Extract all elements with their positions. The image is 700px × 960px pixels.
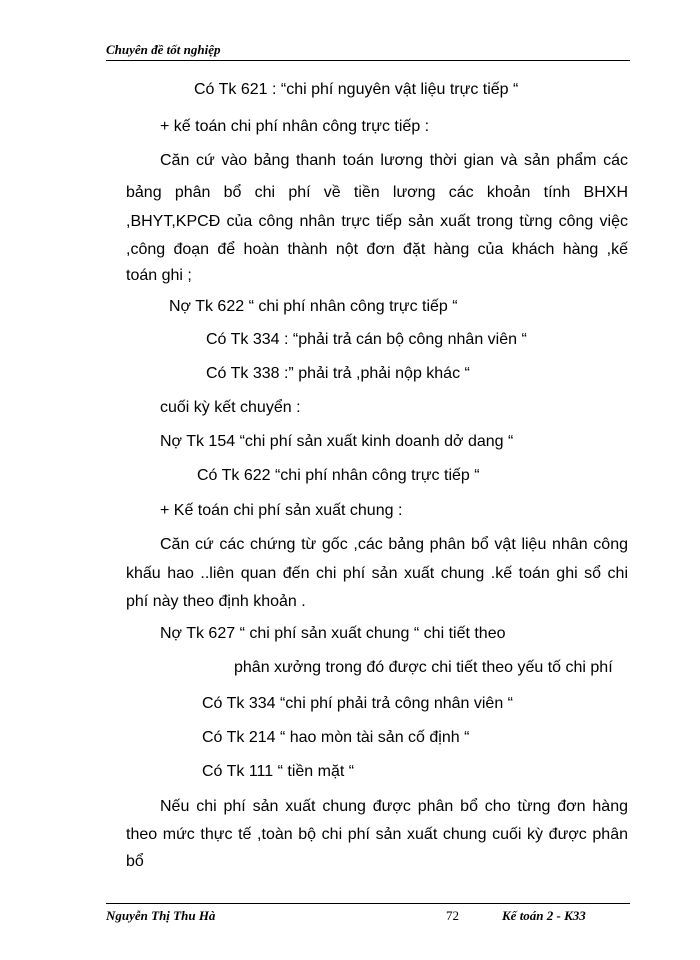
text-line: Có Tk 338 :” phải trả ,phải nộp khác “ — [206, 365, 470, 382]
page-header — [106, 40, 630, 61]
text-line: cuối kỳ kết chuyển : — [160, 399, 301, 416]
text-line: Có Tk 214 “ hao mòn tài sản cố định “ — [202, 729, 470, 746]
text-line: khấu hao ..liên quan đến chi phí sản xuất chung .kế toán ghi sổ chi — [126, 565, 628, 582]
text-line: + Kế toán chi phí sản xuất chung : — [160, 502, 403, 519]
text-line: Căn cứ các chứng từ gốc ,các bảng phân bổ vật liệu nhân công — [160, 536, 628, 553]
text-line: + kế toán chi phí nhân công trực tiếp : — [160, 118, 430, 135]
text-line: Có Tk 111 “ tiền mặt “ — [202, 763, 355, 780]
text-line: theo mức thực tế ,toàn bộ chi phí sản xuất chung cuối kỳ được phân — [126, 826, 628, 843]
text-line: ,BHYT,KPCĐ của công nhân trực tiếp sản xuất trong từng công việc — [126, 213, 628, 230]
text-line: Có Tk 622 “chi phí nhân công trực tiếp “ — [197, 467, 480, 484]
footer-author: Nguyễn Thị Thu Hà — [106, 908, 216, 923]
text-line: bảng phân bổ chi phí về tiền lương các khoản tính BHXH — [126, 184, 628, 201]
page-number: 72 — [446, 908, 459, 923]
page-footer — [106, 903, 630, 926]
text-line: toán ghi ; — [126, 267, 192, 284]
text-line: Nợ Tk 154 “chi phí sản xuất kinh doanh dở dang “ — [160, 433, 514, 450]
text-line: Có Tk 334 : “phải trả cán bộ công nhân viên “ — [206, 331, 527, 348]
footer-class: Kế toán 2 - K33 — [502, 908, 586, 923]
text-line: bổ — [126, 853, 144, 870]
header-title: Chuyên đề tốt nghiệp — [106, 42, 221, 57]
text-line: phân xưởng trong đó được chi tiết theo yếu tố chi phí — [234, 659, 613, 676]
text-line: Có Tk 334 “chi phí phải trả công nhân viên “ — [202, 695, 513, 712]
text-line: Nợ Tk 622 “ chi phí nhân công trực tiếp “ — [169, 298, 458, 315]
text-line: Căn cứ vào bảng thanh toán lương thời gian và sản phẩm các — [160, 152, 628, 169]
text-line: ,công đoạn để hoàn thành nột đơn đặt hàng của khách hàng ,kế — [126, 241, 628, 258]
text-line: Nếu chi phí sản xuất chung được phân bổ cho từng đơn hàng — [160, 798, 628, 815]
text-line: phí này theo định khoản . — [126, 593, 306, 610]
text-line: Có Tk 621 : “chi phí nguyên vật liệu trực tiếp “ — [194, 81, 519, 98]
text-line: Nợ Tk 627 “ chi phí sản xuất chung “ chi tiết theo — [160, 625, 506, 642]
